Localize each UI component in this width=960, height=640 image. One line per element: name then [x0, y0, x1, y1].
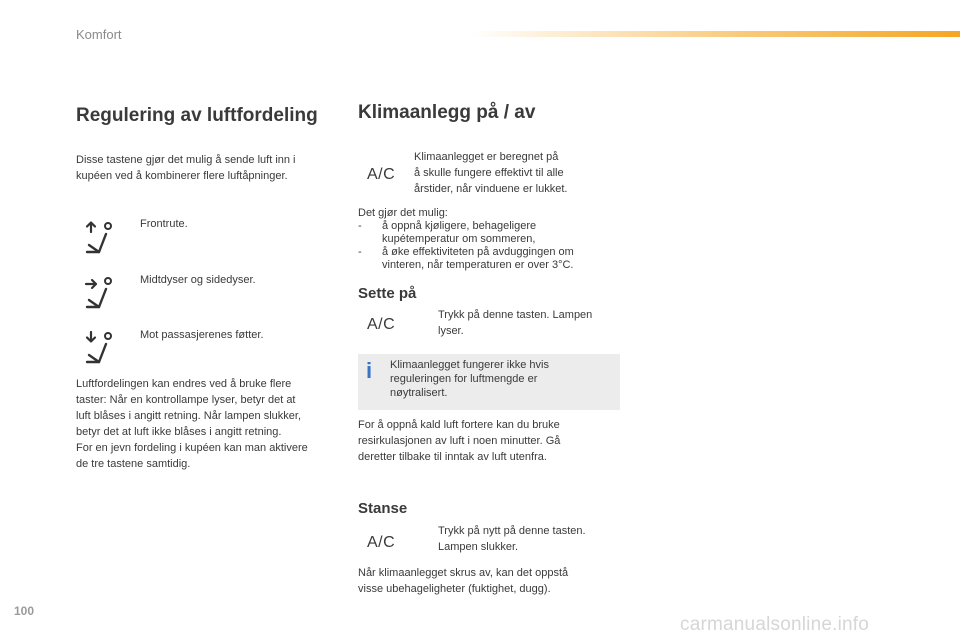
ac-purpose: Det gjør det mulig: - å oppnå kjøligere, behageligere kupétemperatur om sommeren, - å øke effektiviteten på avduggingen om vinteren, når temperaturen er over 3°C.: [358, 207, 574, 271]
option-label-center-vents: Midtdyser og sidedyser.: [140, 274, 256, 286]
header-accent-bar: [470, 31, 960, 37]
off-note: Når klimaanlegget skrus av, kan det oppstå visse ubehageligheter (fuktighet, dugg).: [358, 567, 569, 595]
ac-intro: Klimaanlegget er beregnet på å skulle fungere effektivt til alle årstider, når vinduene er lukket.: [414, 151, 568, 195]
option-label-footwell: Mot passasjerenes føtter.: [140, 329, 264, 341]
ac-button-on-label: A/C: [367, 316, 396, 333]
footwell-airflow-icon: [84, 330, 116, 371]
list-item: - å øke effektiviteten på avduggingen om vinteren, når temperaturen er over 3°C.: [358, 246, 574, 271]
watermark: carmanualsonline.info: [680, 614, 870, 635]
ac-button-label: A/C: [367, 166, 396, 183]
info-note-box: [358, 354, 620, 410]
ac-button-off-label: A/C: [367, 534, 396, 551]
info-note-text: Klimaanlegget fungerer ikke hvis reguleringen for luftmengde er nøytralisert.: [390, 359, 549, 399]
option-label-windshield: Frontrute.: [140, 218, 188, 230]
right-heading: Klimaanlegg på / av: [358, 102, 536, 123]
center-vents-airflow-icon: [84, 275, 116, 316]
left-intro: Disse tastene gjør det mulig å sende luft inn i kupéen ved å kombinerer flere luftåpninger.: [76, 154, 296, 182]
page-number: 100: [14, 604, 35, 618]
left-body: Luftfordelingen kan endres ved å bruke flere taster: Når en kontrollampe lyser, betyr det at luft blåses i angitt retning. Når lampen slukker, betyr det at luft ikke blåses i angitt retning. For en jevn fordeling i kupéen kan man aktivere de tre tastene samtidig.: [76, 378, 308, 470]
on-instruction: Trykk på denne tasten. Lampen lyser.: [438, 309, 593, 337]
off-instruction: Trykk på nytt på denne tasten. Lampen slukker.: [438, 525, 586, 553]
info-icon: i: [366, 358, 373, 383]
on-tip: For å oppnå kald luft fortere kan du bruke resirkulasjonen av luft i noen minutter. Gå deretter tilbake til inntak av luft utenfra.: [358, 419, 561, 463]
left-heading: Regulering av luftfordeling: [76, 105, 318, 126]
off-heading: Stanse: [358, 500, 408, 517]
list-item: - å oppnå kjøligere, behageligere kupétemperatur om sommeren,: [358, 220, 537, 245]
windshield-airflow-icon: [84, 220, 116, 261]
section-title: Komfort: [76, 27, 122, 42]
on-heading: Sette på: [358, 285, 417, 302]
